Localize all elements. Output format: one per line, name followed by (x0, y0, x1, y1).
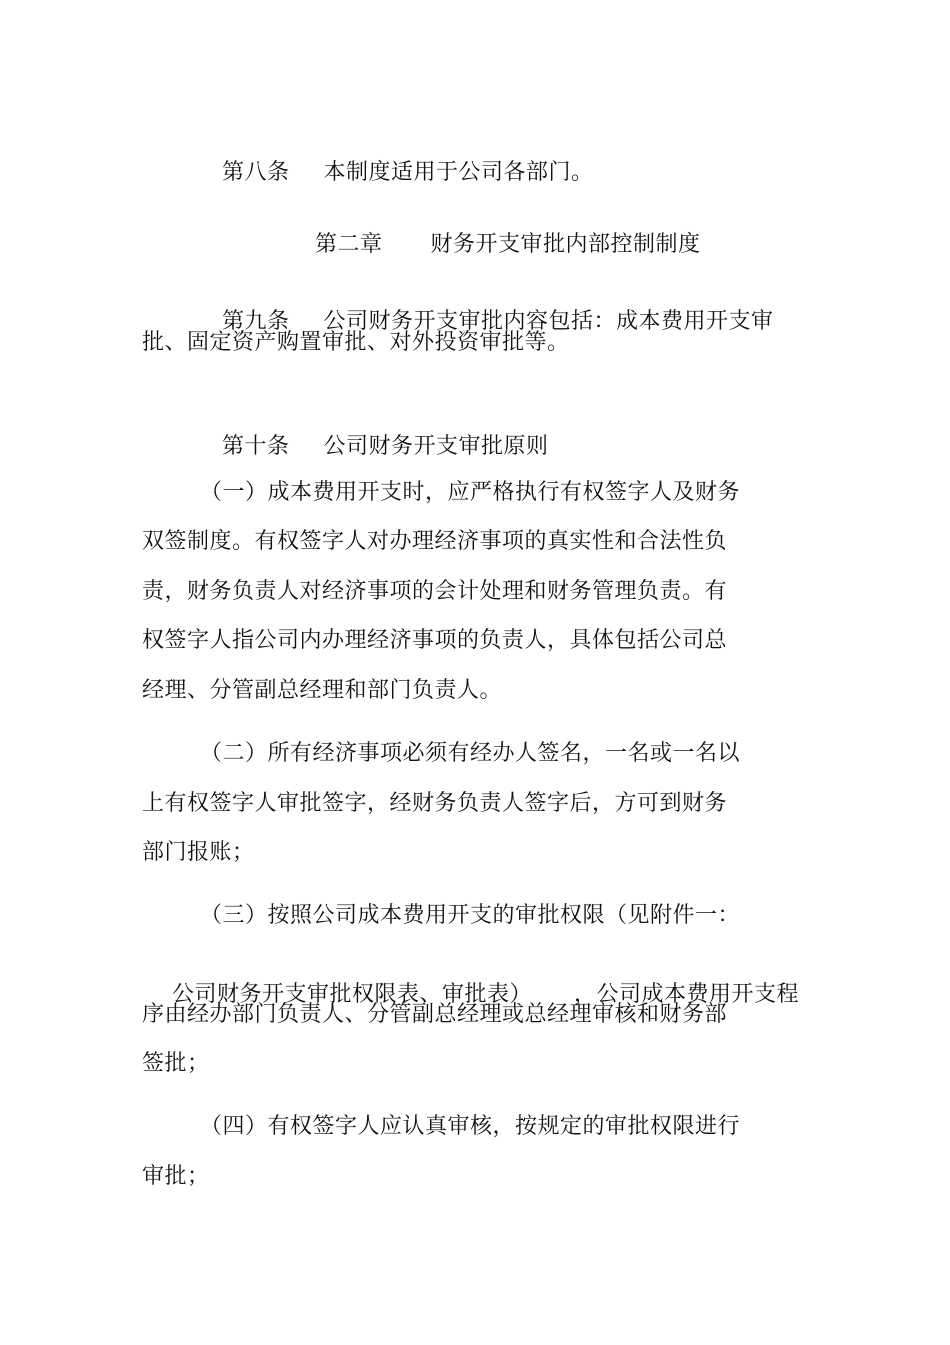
article-10-label: 第十条 (221, 434, 290, 459)
article-9-line-2: 批、固定资产购置审批、对外投资审批等。 (142, 330, 570, 355)
clause-1-line: （一）成本费用开支时，应严格执行有权签字人及财务 (200, 480, 741, 505)
clause-3-line: （三）按照公司成本费用开支的审批权限（见附件一： (200, 903, 741, 928)
article-9-line-1: 公司财务开支审批内容包括：成本费用开支审 (323, 309, 774, 334)
clause-2-line: （二）所有经济事项必须有经办人签名，一名或一名以 (200, 741, 741, 766)
clause-1-line: 双签制度。有权签字人对办理经济事项的真实性和合法性负 (142, 529, 728, 554)
clause-2-line: 上有权签字人审批签字，经财务负责人签字后，方可到财务 (142, 791, 728, 816)
article-9-label: 第九条 (221, 309, 290, 334)
clause-4-line: 审批； (142, 1164, 210, 1189)
clause-1-line: 责，财务负责人对经济事项的会计处理和财务管理负责。有 (142, 579, 728, 604)
clause-1-line: 权签字人指公司内办理经济事项的负责人，具体包括公司总 (142, 628, 728, 653)
clause-3-line-2-part-2: ，公司成本费用开支程 (574, 982, 800, 1007)
article-8-label: 第八条 (221, 160, 290, 185)
clause-4-line: （四）有权签字人应认真审核，按规定的审批权限进行 (200, 1114, 741, 1139)
clause-2-line: 部门报账； (142, 840, 255, 865)
clause-3-line-2-part-1: 公司财务开支审批权限表、审批表） (171, 982, 532, 1007)
clause-3-line: 签批； (142, 1051, 210, 1076)
clause-3-line: 序由经办部门负责人、分管副总经理或总经理审核和财务部 (142, 1002, 728, 1027)
chapter-2-label: 第二章 (314, 232, 383, 257)
chapter-2-title: 财务开支审批内部控制制度 (430, 232, 701, 257)
article-10-text: 公司财务开支审批原则 (323, 434, 549, 459)
article-8-text: 本制度适用于公司各部门。 (323, 160, 594, 185)
clause-1-line: 经理、分管副总经理和部门负责人。 (142, 678, 503, 703)
